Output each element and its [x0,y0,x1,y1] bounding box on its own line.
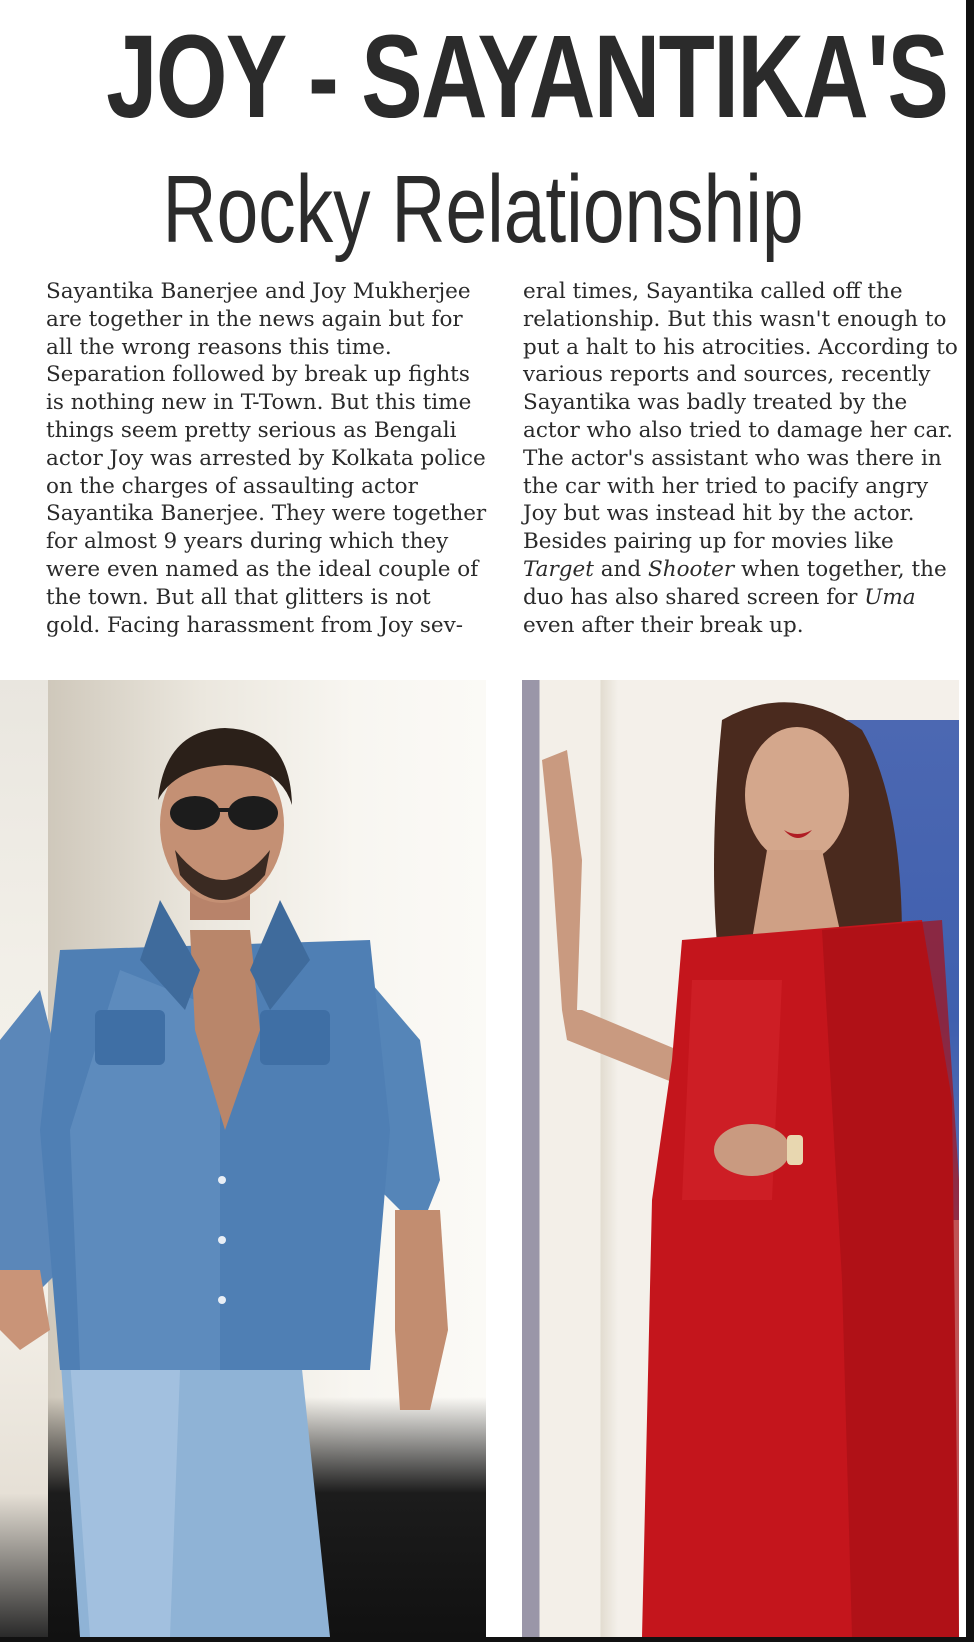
article-line: Sayantika was badly treated by the [523,390,908,416]
article-line: things seem pretty serious as Bengali [46,417,457,443]
article-line: are together in the news again but for [46,306,463,332]
article-line: actor Joy was arrested by Kolkata police [46,445,486,471]
article-line: Sayantika Banerjee. They were together [46,501,487,527]
article-line-movies: Target and Shooter when together, the [523,556,947,582]
article-line: the town. But all that glitters is not [46,584,431,610]
article-line: the car with her tried to pacify angry [523,473,929,499]
article-line: for almost 9 years during which they [46,529,449,555]
article-line: relationship. But this wasn't enough to [523,306,947,332]
article-column-right [523,278,963,639]
movie-title: Uma [864,584,916,610]
article-line: Besides pairing up for movies like [523,529,894,555]
article-line: Sayantika Banerjee and Joy Mukherjee [46,279,471,304]
article-line: Joy but was instead hit by the actor. [523,501,915,527]
article-line: Separation followed by break up fights [46,362,470,388]
article-line: even after their break up. [523,612,804,638]
article-line: put a halt to his atrocities. According to [523,334,958,360]
article-line: on the charges of assaulting actor [46,473,418,499]
article-line: eral times, Sayantika called off the [523,279,903,304]
article-line: were even named as the ideal couple of [46,556,479,582]
photo-joy-mukherjee [0,680,486,1637]
article-line: various reports and sources, recently [523,362,931,388]
page-edge-right [966,0,974,1642]
article-column-left [46,278,486,639]
article-line: actor who also tried to damage her car. [523,417,954,443]
article-line: The actor's assistant who was there in [523,445,942,471]
article-line: gold. Facing harassment from Joy sev- [46,612,464,638]
article-line: is nothing new in T-Town. But this time [46,390,472,416]
page-edge-bottom [0,1637,974,1642]
article-line-uma: duo has also shared screen for Uma [523,584,916,610]
movie-title: Target [523,556,594,582]
sayantika-figure [522,680,959,1637]
movie-title: Shooter [648,556,735,582]
subheadline: Rocky Relationship [162,156,804,263]
photo-sayantika-banerjee [522,680,959,1637]
article-line: all the wrong reasons this time. [46,334,392,360]
joy-figure [0,710,486,1637]
headline: JOY - SAYANTIKA'S [106,11,948,143]
